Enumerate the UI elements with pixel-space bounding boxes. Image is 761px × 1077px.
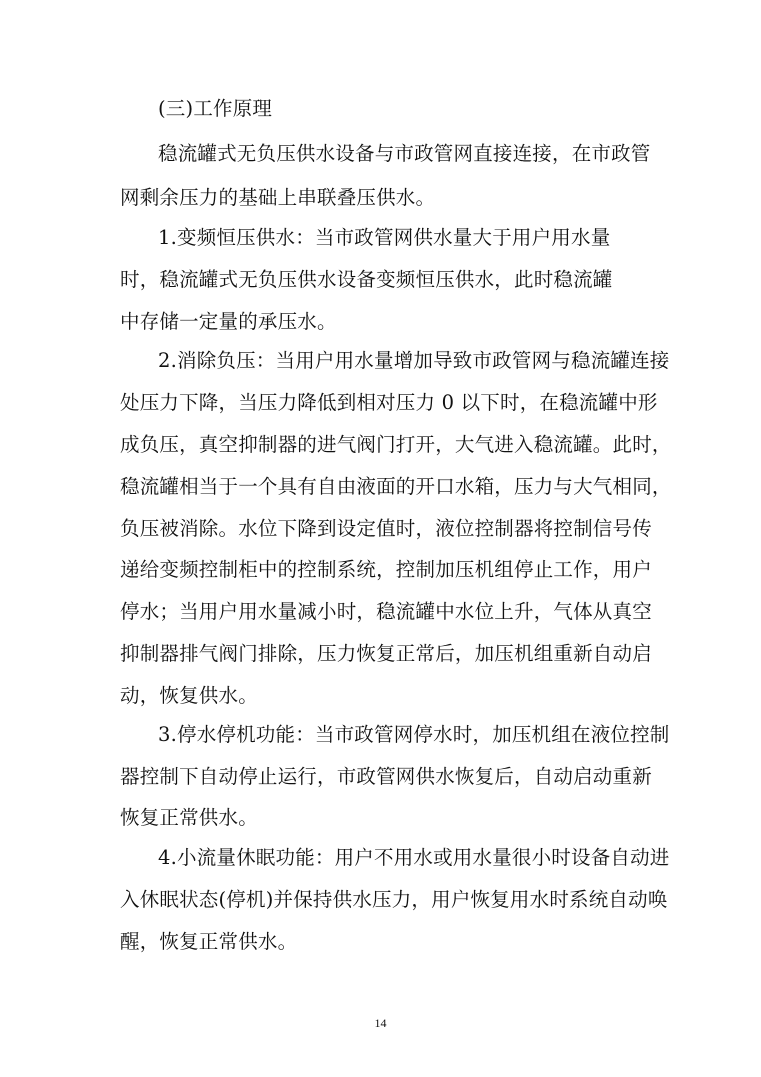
paragraph-3-line-5: 负压被消除。水位下降到设定值时，液位控制器将控制信号传: [120, 517, 652, 540]
paragraph-2-line-3: 中存储一定量的承压水。: [120, 310, 337, 333]
paragraph-2-line-1: 1.变频恒压供水：当市政管网供水量大于用户用水量: [158, 226, 611, 249]
paragraph-1-line-2: 网剩余压力的基础上串联叠压供水。: [120, 186, 436, 209]
paragraph-4-line-1: 3.停水停机功能：当市政管网停水时，加压机组在液位控制: [158, 723, 670, 746]
paragraph-1-line-1: 稳流罐式无负压供水设备与市政管网直接连接，在市政管: [158, 142, 651, 165]
paragraph-4-line-3: 恢复正常供水。: [120, 806, 258, 829]
paragraph-3-line-9: 动，恢复供水。: [120, 684, 258, 707]
paragraph-5-line-1: 4.小流量休眠功能：用户不用水或用水量很小时设备自动进: [158, 846, 670, 869]
paragraph-3-line-7: 停水；当用户用水量减小时，稳流罐中水位上升，气体从真空: [120, 600, 652, 623]
paragraph-3-line-8: 抑制器排气阀门排除，压力恢复正常后，加压机组重新自动启: [120, 642, 652, 665]
paragraph-4-line-2: 器控制下自动停止运行，市政管网供水恢复后，自动启动重新: [120, 765, 652, 788]
page-number: 14: [374, 1016, 387, 1030]
paragraph-5-line-2: 入休眠状态(停机)并保持供水压力，用户恢复用水时系统自动唤: [120, 888, 668, 911]
paragraph-3-line-1: 2.消除负压：当用户用水量增加导致市政管网与稳流罐连接: [158, 349, 670, 372]
paragraph-3-line-2: 处压力下降，当压力降低到相对压力 0 以下时，在稳流罐中形: [120, 391, 658, 414]
section-heading: (三)工作原理: [158, 97, 273, 120]
paragraph-3-line-4: 稳流罐相当于一个具有自由液面的开口水箱，压力与大气相同，: [120, 475, 672, 498]
paragraph-3-line-3: 成负压，真空抑制器的进气阀门打开，大气进入稳流罐。此时，: [120, 433, 672, 456]
paragraph-5-line-3: 醒，恢复正常供水。: [120, 930, 298, 953]
paragraph-2-line-2: 时，稳流罐式无负压供水设备变频恒压供水，此时稳流罐: [120, 268, 613, 291]
paragraph-3-line-6: 递给变频控制柜中的控制系统，控制加压机组停止工作，用户: [120, 558, 652, 581]
